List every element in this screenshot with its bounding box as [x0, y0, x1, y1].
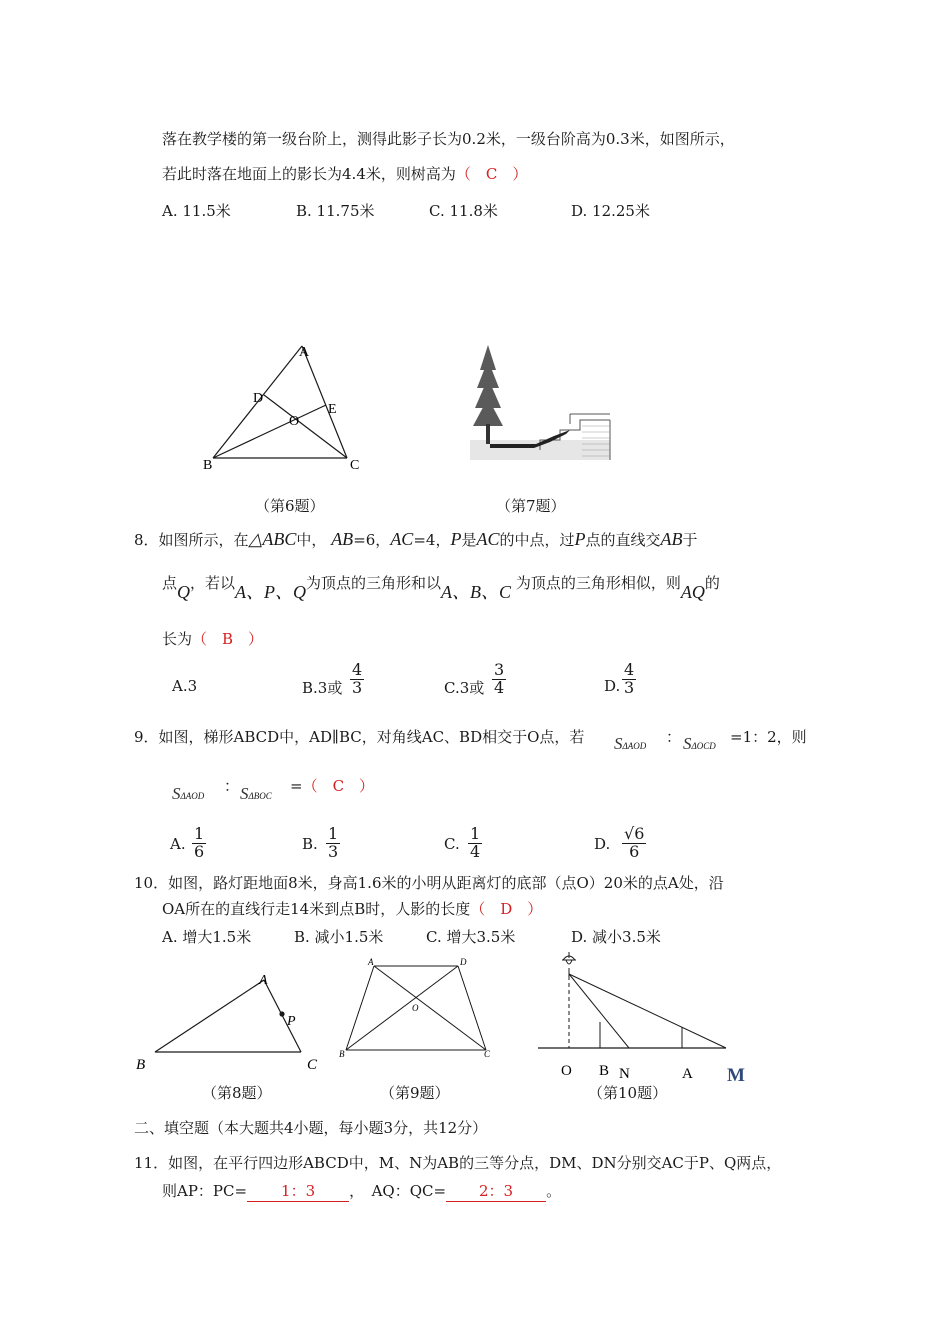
q10-answer: （ D ） — [470, 900, 543, 918]
q7-line2 — [162, 163, 527, 184]
q9-option-d: D. — [594, 835, 611, 853]
q8-option-a: A.3 — [172, 677, 198, 695]
q10-option-a: A. 增大1.5米 — [162, 928, 252, 946]
q9-option-c: C. — [444, 835, 460, 853]
q9-ratio: =1：2，则 — [730, 728, 807, 746]
q9-option-c-fraction: $\frac{1}{4}$ — [470, 824, 481, 861]
q7-option-b: B. 11.75米 — [296, 202, 375, 220]
q8-option-c: C.3或 — [444, 679, 485, 697]
q9-answer: （ C ） — [302, 777, 375, 795]
q8-line1: 8．如图所示，在△ABC中， AB=6，AC=4，P是AC的中点，过P点的直线交AB于 — [134, 529, 698, 549]
q11-answer-aq-qc: 2：3 — [446, 1180, 546, 1202]
fig10-label-a: A — [682, 1066, 693, 1082]
q8-answer: （ B ） — [192, 630, 264, 648]
q7-option-c: C. 11.8米 — [429, 202, 498, 220]
q11-line2: 则AP：PC= 1：3 ， AQ：QC= 2：3 。 — [162, 1182, 562, 1200]
q9-s-aod-2: SΔAOD — [172, 784, 205, 803]
q7-answer: （ C ） — [455, 165, 528, 183]
fig6-triangle-diagram — [195, 338, 375, 478]
q8-option-d-fraction: $\frac{4}{3}$ — [624, 660, 635, 697]
q9-s-ocd: SΔOCD — [683, 734, 716, 753]
fig6-label-d: D — [253, 391, 264, 406]
fig9-trapezoid-diagram — [336, 956, 498, 1064]
q7-option-a: A. 11.5米 — [162, 202, 231, 220]
fig6-label-c: C — [350, 458, 360, 473]
q8-line2: 点Q，若以A、P、Q为顶点的三角形和以A、B、C 为顶点的三角形相似，则AQ的 — [162, 574, 720, 602]
fig7-tree-steps-picture — [470, 340, 615, 465]
fig8-label-p: P — [287, 1014, 296, 1029]
fig6-label-b: B — [203, 458, 213, 473]
q8-option-b-fraction: $\frac{4}{3}$ — [352, 660, 363, 697]
q11-line1: 11．如图，在平行四边形ABCD中，M、N为AB的三等分点，DM、DN分别交AC于P、Q两点， — [134, 1154, 782, 1172]
q10-option-d: D. 减小3.5米 — [571, 928, 661, 946]
fig8-label-c: C — [307, 1057, 318, 1073]
fig10-label-b: B — [599, 1063, 610, 1079]
q9-option-a-fraction: $\frac{1}{6}$ — [194, 824, 205, 861]
q9-s-boc: SΔBOC — [240, 784, 272, 803]
q10-option-b: B. 减小1.5米 — [294, 928, 384, 946]
q9-option-b: B. — [302, 835, 318, 853]
fig10-caption: （第10题） — [588, 1084, 668, 1102]
fig10-streetlight-diagram — [530, 944, 762, 1090]
fig10-label-n: N — [619, 1066, 630, 1082]
q10-line2: OA所在的直线行走14米到点B时，人影的长度（ D ） — [162, 900, 543, 918]
fig6-label-o: O — [289, 414, 300, 429]
q11-answer-ap-pc: 1：3 — [247, 1180, 349, 1202]
fig10-label-o: O — [561, 1063, 572, 1079]
fig8-triangle-diagram — [130, 970, 330, 1080]
fig8-label-a: A — [259, 973, 268, 988]
q9-line1: 9．如图，梯形ABCD中，AD∥BC，对角线AC、BD相交于O点，若 — [134, 728, 585, 746]
q10-option-c: C. 增大3.5米 — [426, 928, 516, 946]
q8-option-b: B.3或 — [302, 679, 343, 697]
q9-s-aod: SΔAOD — [614, 734, 647, 753]
q9-option-d-fraction: $\frac{√6}{6}$ — [624, 824, 645, 861]
fig9-label-b: B — [339, 1049, 345, 1059]
fig9-label-o: O — [412, 1003, 419, 1013]
fig7-caption: （第7题） — [496, 497, 566, 515]
q7-option-d: D. 12.25米 — [571, 202, 650, 220]
fig9-label-c: C — [484, 1049, 491, 1059]
q9-option-b-fraction: $\frac{1}{3}$ — [328, 824, 339, 861]
q8-option-c-fraction: $\frac{3}{4}$ — [494, 660, 505, 697]
fig6-caption: （第6题） — [255, 497, 325, 515]
fig8-caption: （第8题） — [202, 1084, 272, 1102]
q8-triangle-abc: △ABC — [248, 529, 297, 549]
fig9-label-a: A — [368, 957, 374, 967]
fig9-label-d: D — [460, 957, 467, 967]
q9-option-a: A. — [170, 835, 186, 853]
fig8-label-b: B — [136, 1057, 146, 1073]
q8-option-d: D. — [604, 677, 621, 695]
fig10-label-m: M — [727, 1065, 745, 1086]
fig9-caption: （第9题） — [380, 1084, 450, 1102]
fig6-label-a: A — [299, 345, 310, 360]
q7-text: 若此时落在地面上的影长为4.4米，则树高为 — [162, 165, 456, 183]
q10-line1: 10．如图，路灯距地面8米，身高1.6米的小明从距离灯的底部（点O）20米的点A处，沿 — [134, 874, 724, 892]
q8-line3: 长为（ B ） — [162, 630, 264, 648]
section2-title: 二、填空题（本大题共4小题，每小题3分，共12分） — [134, 1119, 488, 1137]
fig6-label-e: E — [328, 402, 337, 417]
q7-line1: 落在教学楼的第一级台阶上，测得此影子长为0.2米，一级台阶高为0.3米，如图所示， — [162, 130, 735, 148]
